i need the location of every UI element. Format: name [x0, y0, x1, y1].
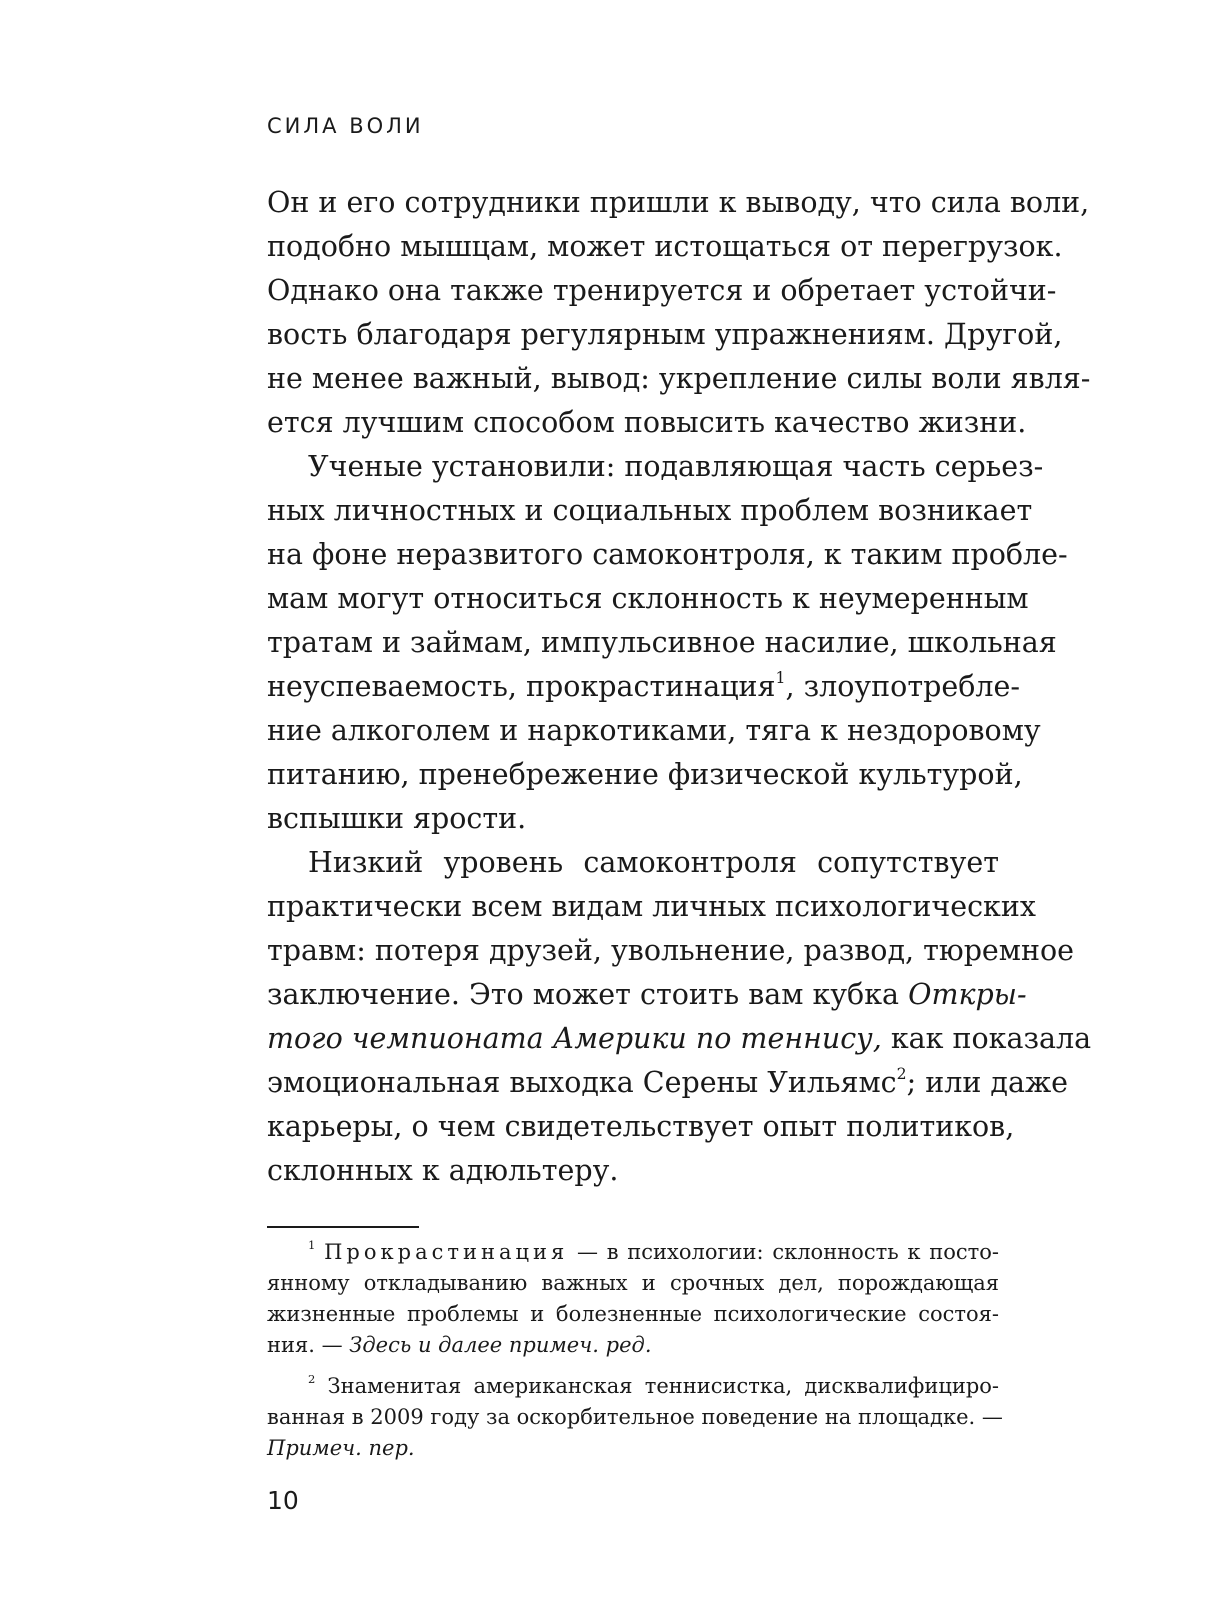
footnote-marker: 2: [308, 1372, 316, 1387]
footnote-line: [267, 1371, 999, 1402]
footnote-line: янному откладыванию важных и срочных дел, порождающая: [267, 1271, 999, 1295]
footnote-term: Прокрастинация: [324, 1240, 569, 1264]
footnote-ref-2[interactable]: 2: [896, 1064, 907, 1084]
text-line: [267, 1061, 1069, 1105]
footnote-line: [267, 1433, 999, 1464]
text-fragment: ния. —: [267, 1333, 350, 1357]
text-line: ние алкоголем и наркотиками, тяга к нездоровому: [267, 714, 1041, 747]
editor-note: Здесь и далее примеч. ред.: [349, 1333, 652, 1357]
footnote-line: [267, 1330, 999, 1361]
text-line: [267, 665, 1020, 709]
text-fragment: неуспеваемость, прокрастинация: [267, 670, 776, 703]
text-line: вость благодаря регулярным упражнениям. Другой,: [267, 318, 1063, 351]
paragraph-3: [267, 841, 1092, 1193]
text-line: Низкий уровень самоконтроля сопутствует: [308, 846, 999, 879]
text-fragment: заключение. Это может стоить вам кубка: [267, 978, 909, 1011]
italic-title: того чемпионата Америки по теннису,: [267, 1022, 882, 1055]
text-line: Ученые установили: подавляющая часть серьез-: [308, 450, 1044, 483]
footnotes: [267, 1237, 1003, 1464]
text-line: мам могут относиться склонность к неумеренным: [267, 582, 1029, 615]
footnote-line: ванная в 2009 году за оскорбительное поведение на площадке. —: [267, 1405, 1003, 1429]
text-line: травм: потеря друзей, увольнение, развод, тюремное: [267, 934, 1074, 967]
running-head: СИЛА ВОЛИ: [267, 114, 424, 138]
footnote-line: [267, 1237, 999, 1268]
text-line: склонных к адюльтеру.: [267, 1154, 619, 1187]
translator-note: Примеч. пер.: [267, 1436, 415, 1460]
text-line: питанию, пренебрежение физической культурой,: [267, 758, 1023, 791]
text-line: [267, 973, 1027, 1017]
footnote-gap: [267, 1361, 999, 1371]
footnote-marker: 1: [308, 1238, 316, 1253]
italic-title: Откры-: [908, 978, 1027, 1011]
text-fragment: Знаменитая американская теннисистка, дисквалифициро-: [315, 1374, 999, 1398]
text-fragment: , злоупотребле-: [785, 670, 1020, 703]
footnote-ref-1[interactable]: 1: [775, 668, 786, 688]
text-line: [267, 1017, 1092, 1061]
text-line: тратам и займам, импульсивное насилие, школьная: [267, 626, 1057, 659]
text-line: на фоне неразвитого самоконтроля, к таким пробле-: [267, 538, 1068, 571]
footnote-2: [267, 1371, 1003, 1464]
paragraph-2: [267, 445, 1068, 841]
footnote-line: жизненные проблемы и болезненные психологические состоя-: [267, 1302, 999, 1326]
text-line: не менее важный, вывод: укрепление силы воли явля-: [267, 362, 1091, 395]
text-line: Он и его сотрудники пришли к выводу, что сила воли,: [267, 186, 1090, 219]
text-line: ных личностных и социальных проблем возникает: [267, 494, 1033, 527]
text-fragment: ; или даже: [906, 1066, 1069, 1099]
main-text: [267, 181, 1092, 1193]
text-line: вспышки ярости.: [267, 802, 527, 835]
page-number: 10: [267, 1486, 299, 1515]
footnote-1: [267, 1237, 999, 1361]
text-fragment: — в психологии: склонность к посто-: [568, 1240, 999, 1264]
paragraph-1: [267, 181, 1091, 445]
text-line: Однако она также тренируется и обретает устойчи-: [267, 274, 1057, 307]
text-line: практически всем видам личных психологических: [267, 890, 1036, 923]
footnote-divider: [267, 1226, 419, 1228]
text-line: карьеры, о чем свидетельствует опыт политиков,: [267, 1110, 1015, 1143]
text-line: подобно мышцам, может истощаться от перегрузок.: [267, 230, 1063, 263]
text-fragment: как показала: [881, 1022, 1092, 1055]
text-line: ется лучшим способом повысить качество жизни.: [267, 406, 1027, 439]
text-fragment: эмоциональная выходка Серены Уильямс: [267, 1066, 897, 1099]
